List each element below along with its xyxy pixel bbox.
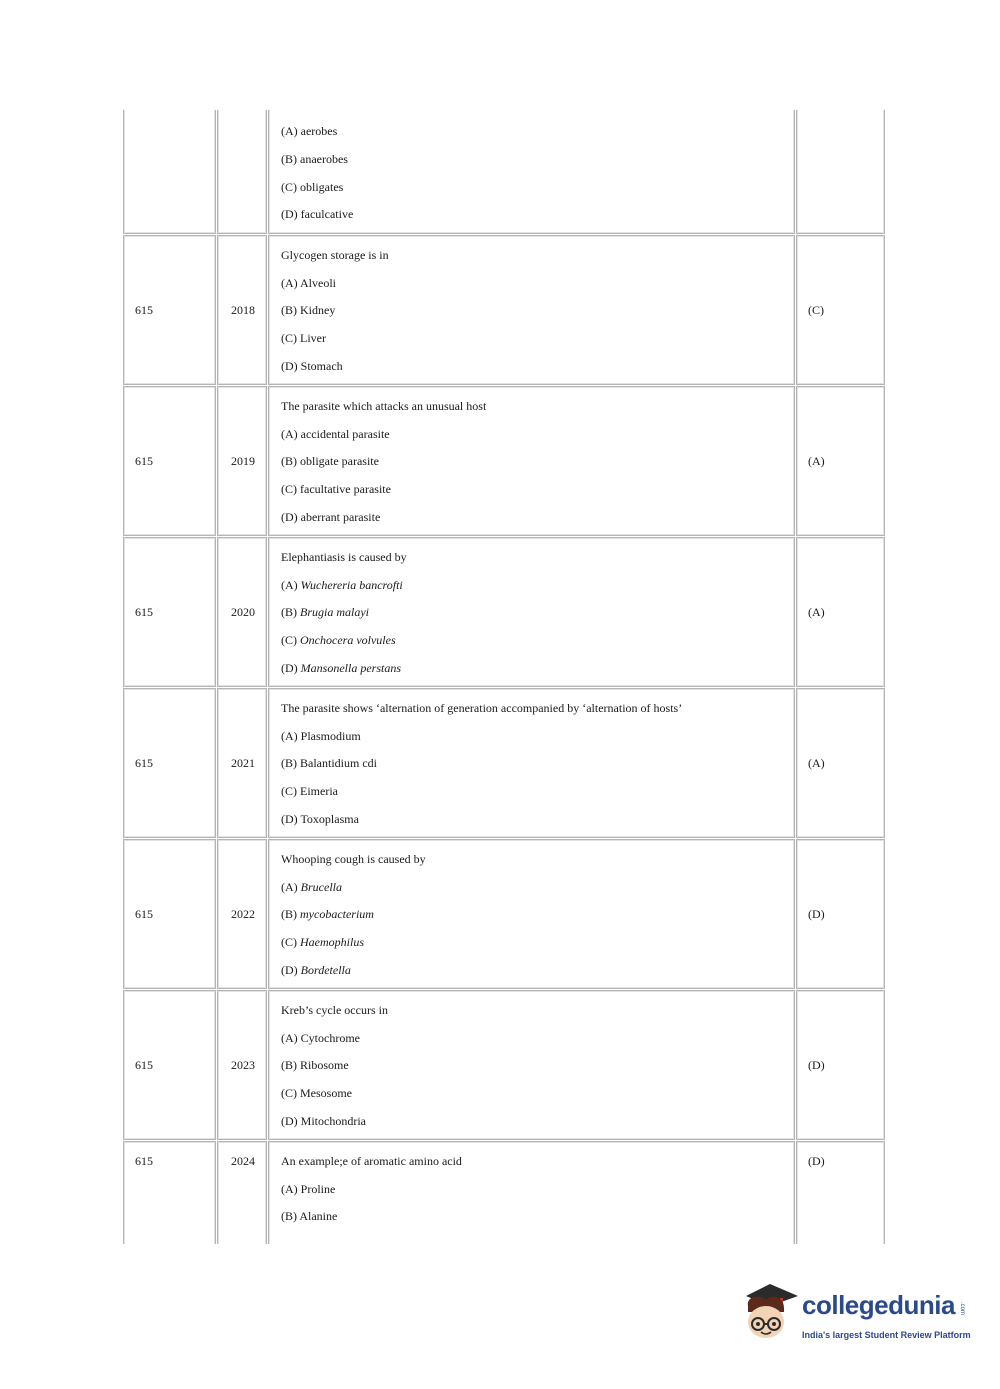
question-number: 2019 [231,454,255,468]
question-number: 2020 [231,605,255,619]
question-cell [268,537,795,687]
answer-key: (A) [808,756,825,770]
question-cell [268,688,795,838]
question-cell [268,110,795,234]
option-c: (C) Onchocera volvules [281,633,396,647]
paper-code: 615 [135,1154,153,1168]
option-a: (A) Cytochrome [281,1031,360,1045]
option-a: (A) Plasmodium [281,729,361,743]
option-c: (C) Mesosome [281,1086,352,1100]
answer-cell [796,990,885,1140]
option-d: (D) Mansonella perstans [281,661,402,675]
question-text: Elephantiasis is caused by [281,550,407,564]
option-a: (A) Brucella [281,880,342,894]
paper-code: 615 [135,303,153,317]
table-row [123,839,885,989]
question-number: 2023 [231,1058,255,1072]
question-number: 2022 [231,907,255,921]
brand-tagline: India's largest Student Review Platform [802,1330,971,1340]
table-row [123,688,885,838]
number-cell [217,688,267,838]
option-b: (B) Kidney [281,303,336,317]
option-c: (C) Eimeria [281,784,338,798]
question-cell [268,235,795,385]
mascot-icon [740,1282,800,1348]
brand-domain: .com [959,1302,965,1316]
code-cell [123,688,216,838]
option-b: (B) Alanine [281,1209,338,1223]
option-b: (B) anaerobes [281,152,348,166]
option-b: (B) Ribosome [281,1058,349,1072]
number-cell [217,839,267,989]
answer-cell [796,688,885,838]
brand-name: collegedunia [802,1290,955,1320]
option-d: (D) faculcative [281,207,354,221]
code-cell [123,839,216,989]
answer-cell [796,839,885,989]
answer-cell [796,537,885,687]
question-cell [268,839,795,989]
question-number: 2018 [231,303,255,317]
answer-cell [796,1141,885,1244]
table-row [123,1141,885,1244]
option-b: (B) obligate parasite [281,454,379,468]
code-cell [123,990,216,1140]
answer-key: (C) [808,303,824,317]
answer-key: (D) [808,1154,825,1168]
question-cell [268,386,795,536]
option-b: (B) Balantidium cdi [281,756,377,770]
paper-code: 615 [135,1058,153,1072]
answer-key: (A) [808,454,825,468]
question-text: The parasite shows ‘alternation of generation accompanied by ‘alternation of hosts’ [281,701,683,715]
table-row [123,110,885,234]
answer-key: (D) [808,907,825,921]
option-d: (D) Mitochondria [281,1114,366,1128]
answer-cell [796,110,885,234]
option-a: (A) aerobes [281,124,338,138]
option-c: (C) facultative parasite [281,482,391,496]
question-number: 2024 [231,1154,255,1168]
answer-cell [796,235,885,385]
paper-code: 615 [135,756,153,770]
answer-cell [796,386,885,536]
option-d: (D) aberrant parasite [281,510,381,524]
paper-code: 615 [135,907,153,921]
answer-key: (A) [808,605,825,619]
number-cell [217,1141,267,1244]
question-text: An example;e of aromatic amino acid [281,1154,462,1168]
question-text: Kreb’s cycle occurs in [281,1003,388,1017]
brand-logo[interactable] [740,1282,972,1352]
option-a: (A) accidental parasite [281,427,390,441]
option-d: (D) Bordetella [281,963,351,977]
question-text: Glycogen storage is in [281,248,389,262]
question-number: 2021 [231,756,255,770]
option-c: (C) Liver [281,331,326,345]
number-cell [217,386,267,536]
option-a: (A) Alveoli [281,276,336,290]
table-row [123,537,885,687]
table-row [123,990,885,1140]
answer-key: (D) [808,1058,825,1072]
number-cell [217,110,267,234]
option-a: (A) Proline [281,1182,336,1196]
option-d: (D) Toxoplasma [281,812,359,826]
option-a: (A) Wuchereria bancrofti [281,578,403,592]
table-row [123,386,885,536]
option-c: (C) Haemophilus [281,935,364,949]
number-cell [217,537,267,687]
option-c: (C) obligates [281,180,344,194]
question-text: The parasite which attacks an unusual host [281,399,487,413]
number-cell [217,235,267,385]
question-table [123,110,885,1244]
code-cell [123,1141,216,1244]
option-b: (B) Brugia malayi [281,605,369,619]
question-cell [268,1141,795,1244]
code-cell [123,235,216,385]
code-cell [123,110,216,234]
table-row [123,235,885,385]
question-text: Whooping cough is caused by [281,852,426,866]
code-cell [123,386,216,536]
option-b: (B) mycobacterium [281,907,374,921]
number-cell [217,990,267,1140]
option-d: (D) Stomach [281,359,343,373]
paper-code: 615 [135,454,153,468]
code-cell [123,537,216,687]
question-cell [268,990,795,1140]
paper-code: 615 [135,605,153,619]
